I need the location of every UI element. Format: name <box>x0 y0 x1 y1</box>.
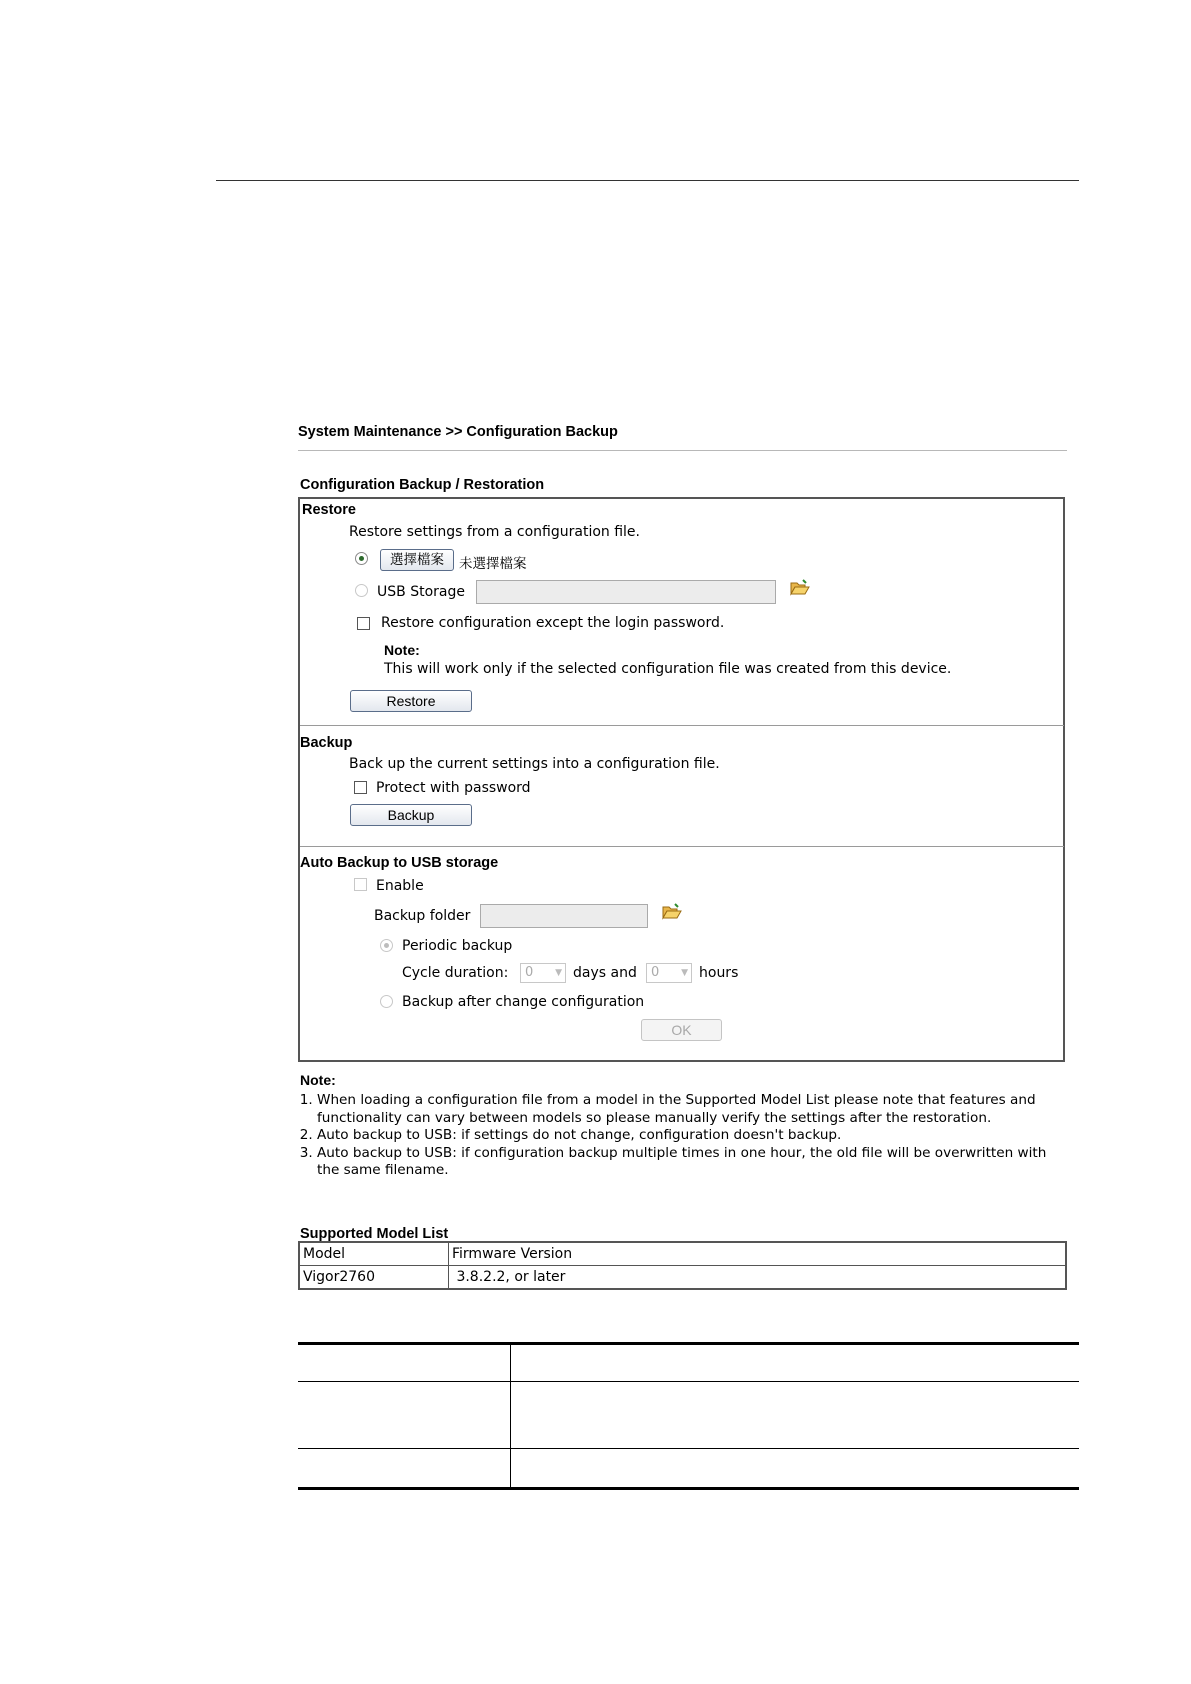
note-item: 1. When loading a configuration file from a model in the Supported Model List please note that features and functionality can vary between models so please manually verify the settings after the restoration. <box>317 1092 1070 1127</box>
table-row <box>298 1342 1079 1382</box>
backup-folder-input[interactable] <box>480 904 648 928</box>
restore-note-title: Note: <box>384 642 420 658</box>
panel-title: Configuration Backup / Restoration <box>300 477 545 493</box>
except-login-password-label: Restore configuration except the login password. <box>381 615 725 631</box>
cycle-days-value: 0 <box>525 965 534 980</box>
supported-model-list-title: Supported Model List <box>300 1226 449 1242</box>
chevron-down-icon: ▼ <box>555 968 562 978</box>
table-cell <box>511 1342 1080 1382</box>
restore-description: Restore settings from a configuration file. <box>349 524 640 540</box>
note-item: 2. Auto backup to USB: if settings do not change, configuration doesn't backup. <box>317 1127 1070 1144</box>
restore-heading: Restore <box>302 502 356 518</box>
protect-with-password-label: Protect with password <box>376 780 531 796</box>
usb-storage-path-input[interactable] <box>476 580 776 604</box>
backup-button[interactable]: Backup <box>350 804 472 826</box>
restore-button[interactable]: Restore <box>350 690 472 712</box>
section-divider <box>300 725 1064 726</box>
restore-note-text: This will work only if the selected configuration file was created from this device. <box>384 661 952 677</box>
except-login-password-checkbox[interactable] <box>357 617 370 630</box>
table-row <box>298 1382 1079 1449</box>
description-table <box>298 1342 1079 1490</box>
table-row <box>298 1449 1079 1489</box>
table-header-row <box>299 1242 1066 1266</box>
notes-block <box>300 1072 1070 1179</box>
table-cell: 3.8.2.2, or later <box>449 1266 1067 1290</box>
no-file-chosen-label: 未選擇檔案 <box>459 556 527 572</box>
section-divider <box>300 846 1064 847</box>
page-top-rule <box>216 180 1079 181</box>
backup-heading: Backup <box>300 735 353 751</box>
table-row <box>299 1266 1066 1290</box>
cycle-hours-select[interactable] <box>646 963 692 983</box>
table-header-cell: Model <box>299 1242 449 1266</box>
note-item: 3. Auto backup to USB: if configuration backup multiple times in one hour, the old file will be overwritten with the same filename. <box>317 1145 1070 1180</box>
table-cell <box>298 1382 511 1449</box>
table-cell: Vigor2760 <box>299 1266 449 1290</box>
folder-browse-icon[interactable] <box>662 903 682 920</box>
backup-after-change-radio[interactable] <box>380 995 393 1008</box>
ok-button[interactable]: OK <box>641 1019 722 1041</box>
supported-model-table <box>298 1241 1067 1290</box>
usb-storage-label: USB Storage <box>377 584 465 600</box>
backup-after-change-label: Backup after change configuration <box>402 994 645 1010</box>
periodic-backup-radio[interactable] <box>380 939 393 952</box>
page-title: System Maintenance >> Configuration Backup <box>298 424 618 440</box>
chevron-down-icon: ▼ <box>681 968 688 978</box>
days-and-label: days and <box>573 965 637 981</box>
auto-backup-enable-label: Enable <box>376 878 424 894</box>
restore-source-usb-radio[interactable] <box>355 584 368 597</box>
periodic-backup-label: Periodic backup <box>402 938 513 954</box>
protect-with-password-checkbox[interactable] <box>354 781 367 794</box>
restore-source-file-radio[interactable] <box>355 552 368 565</box>
cycle-hours-value: 0 <box>651 965 660 980</box>
choose-file-button[interactable]: 選擇檔案 <box>380 549 454 571</box>
title-divider <box>298 450 1067 451</box>
backup-description: Back up the current settings into a configuration file. <box>349 756 720 772</box>
table-cell <box>298 1342 511 1382</box>
table-cell <box>298 1449 511 1489</box>
notes-title: Note: <box>300 1072 336 1088</box>
auto-backup-heading: Auto Backup to USB storage <box>300 855 499 871</box>
cycle-days-select[interactable] <box>520 963 566 983</box>
table-cell <box>511 1449 1080 1489</box>
auto-backup-enable-checkbox[interactable] <box>354 878 367 891</box>
table-cell <box>511 1382 1080 1449</box>
hours-label: hours <box>699 965 739 981</box>
backup-folder-label: Backup folder <box>374 908 471 924</box>
cycle-duration-label: Cycle duration: <box>402 965 509 981</box>
folder-browse-icon[interactable] <box>790 579 810 596</box>
table-header-cell: Firmware Version <box>449 1242 1067 1266</box>
